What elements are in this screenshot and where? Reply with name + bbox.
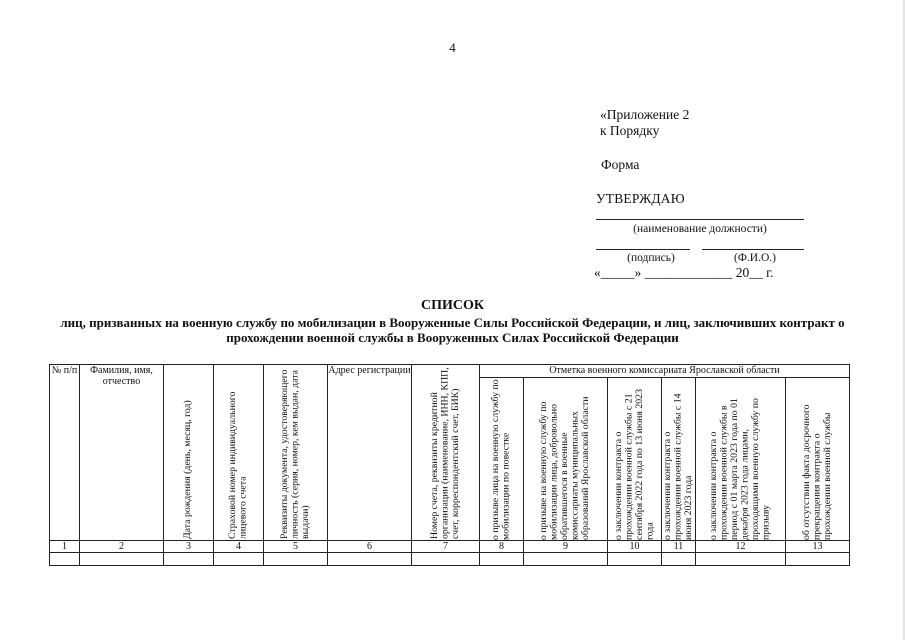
header-col-address: Адрес регистрации	[328, 365, 412, 541]
document-subtitle: лиц, призванных на военную службу по мобилизации в Вооруженные Силы Российской Федерации, и лиц, заключивших контракт о прохождении военной службы в Вооруженных Силах Российской Федерации	[60, 315, 845, 345]
name-caption: (Ф.И.О.)	[734, 252, 776, 264]
table-cell	[412, 553, 480, 566]
position-line	[596, 219, 804, 220]
col-num: 12	[696, 541, 786, 553]
table-cell	[214, 553, 264, 566]
signature-caption: (подпись)	[627, 252, 675, 264]
table-cell	[786, 553, 850, 566]
col-num: 5	[264, 541, 328, 553]
header-col-bank-text: Номер счета, реквизиты кредитной организации (наименование, ИНН, КПП, счет, корреспондентский счет, БИК)	[428, 367, 461, 539]
header-row-1	[50, 365, 850, 378]
header-col-snils-text: Страховой номер индивидуального лицевого счета	[227, 391, 249, 539]
header-col-9-text: о призыве на военную службу по мобилизации лица, добровольно обратившегося в военные комиссариаты муниципальных образований Ярославской области	[538, 396, 592, 540]
header-col-document	[264, 365, 328, 541]
col-num: 7	[412, 541, 480, 553]
header-group-mark: Отметка военного комиссариата Ярославской области	[480, 365, 850, 378]
col-num: 2	[80, 541, 164, 553]
header-col-13	[786, 378, 850, 541]
header-col-10-text: о заключении контракта о прохождении военной службы с 21 сентября 2022 года по 13 июня 2023 года	[612, 389, 655, 540]
header-col-8-text: о призыве лица на военную службу по мобилизации по повестке	[490, 379, 512, 540]
list-table	[49, 364, 850, 566]
table-cell	[80, 553, 164, 566]
name-line	[702, 249, 804, 250]
header-col-13-text: об отсутствии факта досрочного прекращения контракта о прохождении военной службы	[800, 404, 833, 540]
table-cell	[696, 553, 786, 566]
table-cell	[662, 553, 696, 566]
header-col-11-text: о заключении контракта о прохождении военной службы с 14 июня 2023 года	[661, 393, 694, 540]
page-number: 4	[449, 40, 456, 55]
header-col-fio: Фамилия, имя, отчество	[80, 365, 164, 541]
appendix-line-1: «Приложение 2	[600, 107, 690, 122]
header-col-snils	[214, 365, 264, 541]
header-col-8	[480, 378, 524, 541]
date-line: «_____» _____________ 20__ г.	[594, 265, 774, 280]
table-cell	[164, 553, 214, 566]
header-col-10	[608, 378, 662, 541]
header-col-11	[662, 378, 696, 541]
table-row	[50, 553, 850, 566]
table-cell	[524, 553, 608, 566]
header-col-number: № п/п	[50, 365, 80, 541]
position-caption: (наименование должности)	[633, 223, 767, 235]
approve-heading: УТВЕРЖДАЮ	[596, 191, 685, 206]
header-col-bank	[412, 365, 480, 541]
signature-line	[596, 249, 690, 250]
col-num: 1	[50, 541, 80, 553]
header-col-document-text: Реквизиты документа, удостоверяющего личность (серия, номер, кем выдан, дата выдачи)	[278, 369, 311, 539]
header-col-birthdate	[164, 365, 214, 541]
col-num: 11	[662, 541, 696, 553]
document-title: СПИСОК	[420, 298, 485, 313]
header-col-12	[696, 378, 786, 541]
appendix-line-2: к Порядку	[600, 123, 660, 138]
col-num: 8	[480, 541, 524, 553]
col-num: 9	[524, 541, 608, 553]
col-num: 6	[328, 541, 412, 553]
header-col-birthdate-text: Дата рождения (день, месяц, год)	[182, 400, 194, 539]
table-cell	[264, 553, 328, 566]
form-label: Форма	[601, 157, 640, 172]
table-cell	[608, 553, 662, 566]
header-col-12-text: о заключении контракта о прохождении военной службы в период с 01 марта 2023 года по 01 декабря 2023 года лицами, проходящими военную службу по призыву	[708, 398, 772, 540]
col-num: 13	[786, 541, 850, 553]
col-num: 3	[164, 541, 214, 553]
col-num: 10	[608, 541, 662, 553]
appendix-note	[600, 107, 689, 139]
table-cell	[480, 553, 524, 566]
column-number-row	[50, 541, 850, 553]
header-col-9	[524, 378, 608, 541]
table-cell	[50, 553, 80, 566]
table-cell	[328, 553, 412, 566]
col-num: 4	[214, 541, 264, 553]
